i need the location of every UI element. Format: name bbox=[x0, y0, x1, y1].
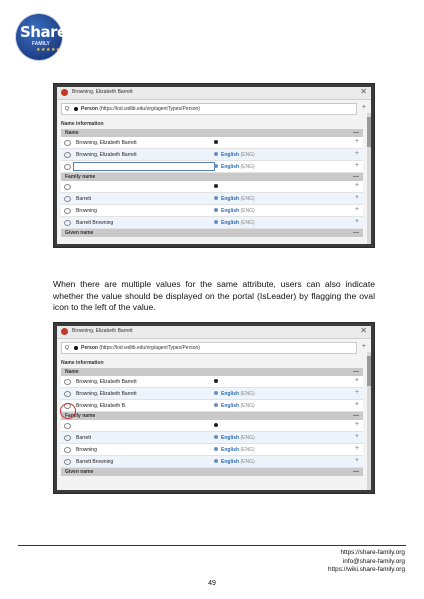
isleader-oval-icon[interactable] bbox=[64, 152, 71, 158]
group-header[interactable] bbox=[61, 468, 363, 476]
type-label: Person bbox=[81, 106, 98, 112]
type-label: Person bbox=[81, 345, 98, 351]
add-value-icon[interactable]: + bbox=[354, 457, 359, 464]
logo-word: Share bbox=[20, 23, 67, 41]
group-header-label: Given name bbox=[65, 230, 94, 236]
section-heading: Name information bbox=[61, 360, 104, 366]
close-icon[interactable]: ✕ bbox=[360, 326, 367, 335]
language-code: (ENG) bbox=[240, 391, 255, 397]
add-icon[interactable]: + bbox=[361, 104, 366, 111]
logo-stars: ★★★★★ bbox=[36, 47, 61, 53]
qualifier-icon[interactable]: Q bbox=[65, 106, 69, 112]
share-family-logo bbox=[16, 14, 67, 60]
group-header-label: Family name bbox=[65, 413, 96, 419]
language-code: (ENG) bbox=[240, 208, 255, 214]
collapse-icon[interactable]: — bbox=[353, 413, 359, 419]
isleader-oval-icon[interactable] bbox=[64, 220, 71, 226]
value-row bbox=[61, 205, 363, 217]
language-code: (ENG) bbox=[240, 435, 255, 441]
group-header-label: Name bbox=[65, 369, 79, 375]
language-name: English bbox=[221, 220, 240, 226]
value-text[interactable]: Browning, Elizabeth Barrett bbox=[76, 140, 137, 146]
leader-dot-icon bbox=[74, 107, 78, 111]
footer-website-link[interactable]: https://share-family.org bbox=[340, 549, 405, 556]
language-globe-icon bbox=[214, 403, 218, 407]
scrollbar-thumb[interactable] bbox=[367, 117, 371, 147]
value-row bbox=[61, 161, 363, 173]
language-code: (ENG) bbox=[240, 459, 255, 465]
value-text[interactable]: Browning bbox=[76, 208, 97, 214]
collapse-icon[interactable]: — bbox=[353, 174, 359, 180]
language-name: English bbox=[221, 391, 240, 397]
window-title: Browning, Elizabeth Barrett bbox=[72, 328, 133, 334]
footer-links bbox=[328, 549, 405, 575]
language-label[interactable] bbox=[221, 196, 255, 202]
language-name: English bbox=[221, 152, 240, 158]
group-header[interactable] bbox=[61, 368, 363, 376]
isleader-oval-icon[interactable] bbox=[64, 447, 71, 453]
logo-sub: FAMILY bbox=[32, 41, 50, 47]
group-header-label: Family name bbox=[65, 174, 96, 180]
scrollbar[interactable] bbox=[367, 352, 371, 490]
value-row bbox=[61, 217, 363, 229]
add-value-icon[interactable]: + bbox=[354, 206, 359, 213]
isleader-oval-icon[interactable] bbox=[64, 140, 71, 146]
value-row bbox=[61, 137, 363, 149]
footer-divider bbox=[18, 545, 406, 546]
language-globe-icon bbox=[214, 435, 218, 439]
language-label[interactable] bbox=[221, 152, 255, 158]
value-row bbox=[61, 193, 363, 205]
language-name: English bbox=[221, 403, 240, 409]
isleader-oval-icon[interactable] bbox=[64, 164, 71, 170]
add-value-icon[interactable]: + bbox=[354, 138, 359, 145]
value-text[interactable]: Browning, Elizabeth Barrett bbox=[76, 391, 137, 397]
isleader-oval-icon[interactable] bbox=[64, 196, 71, 202]
language-label[interactable] bbox=[221, 220, 255, 226]
value-input[interactable] bbox=[73, 162, 215, 171]
window-titlebar bbox=[57, 326, 371, 339]
qualifier-icon[interactable]: Q bbox=[65, 345, 69, 351]
language-label[interactable] bbox=[221, 164, 255, 170]
language-name: English bbox=[221, 459, 240, 465]
value-text[interactable]: Browning, Elizabeth Barrett bbox=[76, 152, 137, 158]
language-code: (ENG) bbox=[240, 164, 255, 170]
leader-dot-icon bbox=[214, 379, 218, 383]
leader-dot-icon bbox=[214, 184, 218, 188]
add-value-icon[interactable]: + bbox=[354, 377, 359, 384]
language-label[interactable] bbox=[221, 435, 255, 441]
leader-dot-icon bbox=[74, 346, 78, 350]
footer-wiki-link[interactable]: https://wiki.share-family.org bbox=[328, 566, 405, 574]
value-text[interactable]: Browning, Elizabeth Barrett bbox=[76, 379, 137, 385]
language-name: English bbox=[221, 447, 240, 453]
section-heading: Name information bbox=[61, 121, 104, 127]
collapse-icon[interactable]: — bbox=[353, 369, 359, 375]
value-row bbox=[61, 432, 363, 444]
leader-dot-icon bbox=[214, 140, 218, 144]
language-label[interactable] bbox=[221, 208, 255, 214]
attribute-groups bbox=[57, 368, 371, 476]
type-url[interactable]: (https://lod.wdlib.edu/org/agentTypes/Person) bbox=[99, 106, 200, 112]
close-icon[interactable]: ✕ bbox=[360, 87, 367, 96]
group-header-label: Given name bbox=[65, 469, 94, 475]
language-globe-icon bbox=[214, 208, 218, 212]
collapse-icon[interactable]: — bbox=[353, 469, 359, 475]
value-row bbox=[61, 420, 363, 432]
type-row bbox=[61, 342, 366, 354]
scrollbar-thumb[interactable] bbox=[367, 356, 371, 386]
language-code: (ENG) bbox=[240, 220, 255, 226]
highlight-ring bbox=[60, 403, 76, 419]
language-globe-icon bbox=[214, 459, 218, 463]
add-value-icon[interactable]: + bbox=[354, 401, 359, 408]
group-header[interactable] bbox=[61, 412, 363, 420]
group-header[interactable] bbox=[61, 229, 363, 237]
language-code: (ENG) bbox=[240, 447, 255, 453]
isleader-oval-icon[interactable] bbox=[64, 184, 71, 190]
value-text[interactable]: Barrett Browning bbox=[76, 459, 114, 465]
add-icon[interactable]: + bbox=[361, 343, 366, 350]
add-value-icon[interactable]: + bbox=[354, 150, 359, 157]
language-globe-icon bbox=[214, 220, 218, 224]
add-value-icon[interactable]: + bbox=[354, 162, 359, 169]
attribute-groups bbox=[57, 129, 371, 237]
add-value-icon[interactable]: + bbox=[354, 389, 359, 396]
isleader-oval-icon[interactable] bbox=[64, 379, 71, 385]
add-value-icon[interactable]: + bbox=[354, 445, 359, 452]
value-row bbox=[61, 456, 363, 468]
add-value-icon[interactable]: + bbox=[354, 421, 359, 428]
window-title: Browning, Elizabeth Barrett bbox=[72, 89, 133, 95]
language-globe-icon bbox=[214, 152, 218, 156]
leader-dot-icon bbox=[214, 423, 218, 427]
add-value-icon[interactable]: + bbox=[354, 218, 359, 225]
value-row bbox=[61, 400, 363, 412]
language-globe-icon bbox=[214, 447, 218, 451]
language-name: English bbox=[221, 196, 240, 202]
language-label[interactable] bbox=[221, 403, 255, 409]
value-text[interactable]: Barrett bbox=[76, 435, 92, 441]
add-value-icon[interactable]: + bbox=[354, 182, 359, 189]
isleader-oval-icon[interactable] bbox=[64, 435, 71, 441]
value-text[interactable]: Browning, Elizabeth B. bbox=[76, 403, 127, 409]
group-header[interactable] bbox=[61, 173, 363, 181]
value-row bbox=[61, 376, 363, 388]
language-globe-icon bbox=[214, 196, 218, 200]
language-globe-icon bbox=[214, 391, 218, 395]
isleader-oval-icon[interactable] bbox=[64, 208, 71, 214]
record-icon bbox=[61, 328, 68, 335]
isleader-oval-icon[interactable] bbox=[64, 391, 71, 397]
window-titlebar bbox=[57, 87, 371, 100]
language-code: (ENG) bbox=[240, 196, 255, 202]
value-row bbox=[61, 388, 363, 400]
isleader-oval-icon[interactable] bbox=[64, 459, 71, 465]
screenshot-record-editor-2 bbox=[53, 322, 375, 494]
collapse-icon[interactable]: — bbox=[353, 230, 359, 236]
page-number: 49 bbox=[208, 580, 216, 587]
isleader-oval-icon[interactable] bbox=[64, 423, 71, 429]
value-text[interactable]: Browning bbox=[76, 447, 97, 453]
value-row bbox=[61, 149, 363, 161]
record-icon bbox=[61, 89, 68, 96]
language-name: English bbox=[221, 208, 240, 214]
value-text[interactable]: Barrett bbox=[76, 196, 92, 202]
language-name: English bbox=[221, 435, 240, 441]
language-label[interactable] bbox=[221, 447, 255, 453]
value-row bbox=[61, 444, 363, 456]
language-globe-icon bbox=[214, 164, 218, 168]
value-text[interactable]: Barrett Browning bbox=[76, 220, 114, 226]
language-label[interactable] bbox=[221, 391, 255, 397]
add-value-icon[interactable]: + bbox=[354, 194, 359, 201]
type-url[interactable]: (https://lod.wdlib.edu/org/agentTypes/Person) bbox=[99, 345, 200, 351]
screenshot-record-editor-1 bbox=[53, 83, 375, 248]
add-value-icon[interactable]: + bbox=[354, 433, 359, 440]
group-header-label: Name bbox=[65, 130, 79, 136]
value-row bbox=[61, 181, 363, 193]
type-row bbox=[61, 103, 366, 115]
language-label[interactable] bbox=[221, 459, 255, 465]
body-paragraph: When there are multiple values for the same attribute, users can also indicate whether the value should be displayed on the portal (IsLeader) by flagging the oval icon to the left of the value. bbox=[53, 279, 375, 312]
language-name: English bbox=[221, 164, 240, 170]
collapse-icon[interactable]: — bbox=[353, 130, 359, 136]
footer-email-link[interactable]: info@share-family.org bbox=[342, 557, 405, 565]
language-code: (ENG) bbox=[240, 152, 255, 158]
language-code: (ENG) bbox=[240, 403, 255, 409]
group-header[interactable] bbox=[61, 129, 363, 137]
scrollbar[interactable] bbox=[367, 113, 371, 244]
